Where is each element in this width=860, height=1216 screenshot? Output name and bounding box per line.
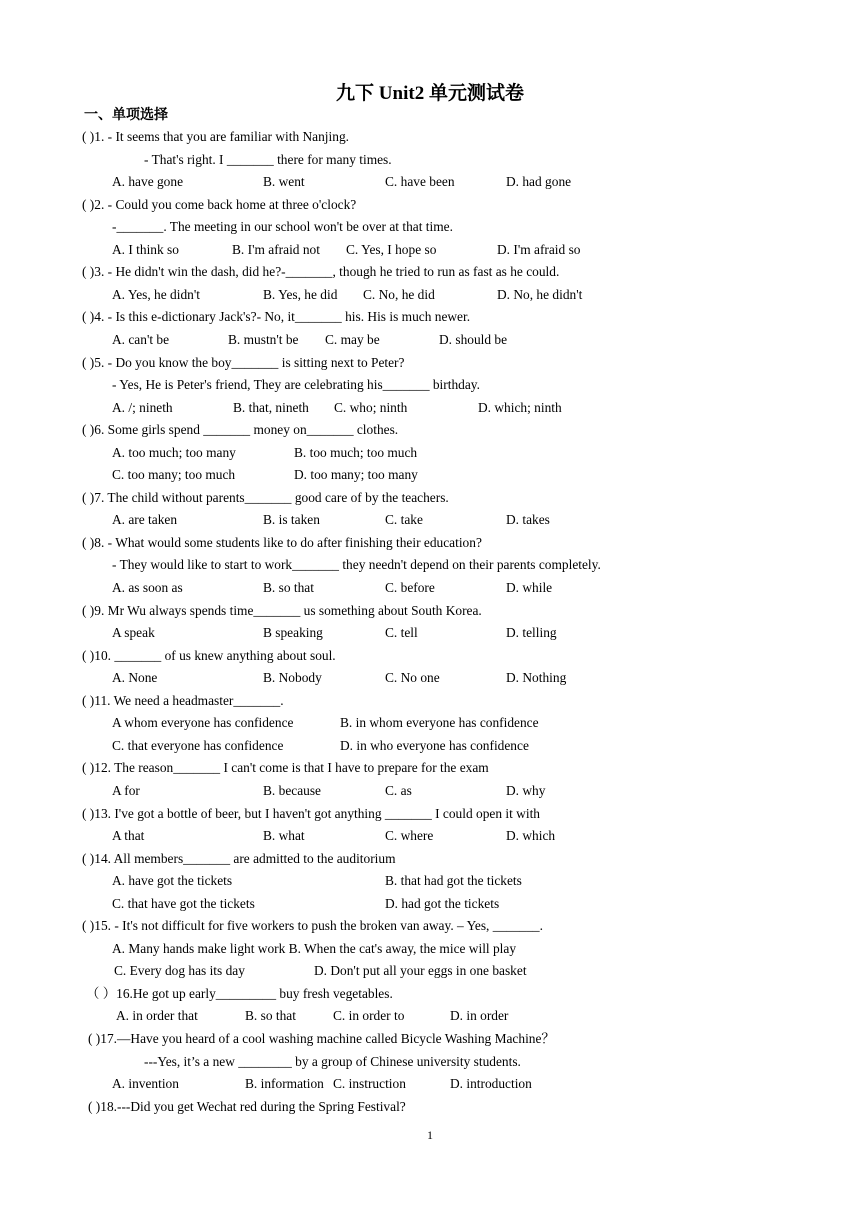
answer-option: B. so that bbox=[245, 1008, 296, 1024]
answer-option: B. in whom everyone has confidence bbox=[340, 715, 539, 731]
answer-option: C. No, he did bbox=[363, 286, 435, 302]
answer-option: C. instruction bbox=[333, 1076, 406, 1092]
answer-option: D. which; ninth bbox=[478, 399, 562, 415]
question-stem: （ ）16.He got up early_________ buy fresh vegetables. bbox=[86, 985, 393, 1001]
answer-option: C. tell bbox=[385, 625, 418, 641]
section-heading: 一、单项选择 bbox=[84, 107, 168, 123]
question-stem: ( )4. - Is this e-dictionary Jack's?- No, it_______ his. His is much newer. bbox=[82, 309, 471, 325]
answer-option: A. can't be bbox=[112, 331, 170, 347]
question-line: - They would like to start to work_______ they needn't depend on their parents completely. bbox=[112, 557, 601, 573]
answer-option: C. have been bbox=[385, 174, 455, 190]
answer-option: B. I'm afraid not bbox=[232, 241, 320, 257]
answer-option: B. information bbox=[245, 1076, 324, 1092]
question-stem: ( )1. - It seems that you are familiar with Nanjing. bbox=[82, 129, 349, 144]
answer-option: A. None bbox=[112, 670, 158, 686]
question-stem: ( )5. - Do you know the boy_______ is sitting next to Peter? bbox=[82, 354, 405, 370]
question-stem: ( )12. The reason_______ I can't come is that I have to prepare for the exam bbox=[82, 760, 489, 776]
answer-option: A. /; nineth bbox=[112, 399, 173, 415]
answer-option: D. should be bbox=[439, 331, 508, 347]
answer-option: A. have got the tickets bbox=[112, 873, 233, 889]
question-stem: ( )3. - He didn't win the dash, did he?-_______, though he tried to run as fast as he could. bbox=[82, 264, 560, 280]
answer-option: C. before bbox=[385, 580, 435, 595]
answer-option: A that bbox=[112, 828, 145, 844]
answer-option: C. Yes, I hope so bbox=[346, 241, 437, 257]
answer-option: D. while bbox=[506, 580, 553, 595]
answer-option: A speak bbox=[112, 625, 155, 641]
answer-option: D. Don't put all your eggs in one basket bbox=[314, 963, 527, 979]
answer-option: B. went bbox=[263, 174, 305, 190]
answer-option: D. why bbox=[506, 782, 546, 798]
answer-option: A whom everyone has confidence bbox=[112, 715, 294, 731]
answer-option: A. have gone bbox=[112, 174, 184, 190]
question-stem: ( )6. Some girls spend _______ money on_______ clothes. bbox=[82, 422, 399, 438]
question-stem: ( )15. - It's not difficult for five workers to push the broken van away. – Yes, _______. bbox=[82, 918, 543, 934]
answer-option: B. because bbox=[263, 782, 322, 798]
question-stem: ( )11. We need a headmaster_______. bbox=[82, 692, 284, 708]
question-stem: ( )7. The child without parents_______ good care of by the teachers. bbox=[82, 489, 449, 505]
answer-option: A. are taken bbox=[112, 512, 178, 528]
answer-option: C. as bbox=[385, 782, 412, 798]
question-line: -_______. The meeting in our school won't be over at that time. bbox=[112, 219, 453, 235]
answer-option: D. I'm afraid so bbox=[497, 241, 581, 257]
question-stem: ( )10. _______ of us knew anything about soul. bbox=[82, 647, 336, 663]
question-stem: ( )13. I've got a bottle of beer, but I haven't got anything _______ I could open it with bbox=[82, 805, 540, 821]
answer-option: A. as soon as bbox=[112, 580, 183, 595]
question-stem: ( )14. All members_______ are admitted to the auditorium bbox=[82, 850, 396, 866]
question-stem: ( )18.---Did you get Wechat red during the Spring Festival? bbox=[88, 1098, 406, 1114]
answer-option: B. is taken bbox=[263, 512, 320, 528]
answer-option: A. I think so bbox=[112, 241, 179, 257]
page-number: 1 bbox=[427, 1128, 433, 1142]
answer-option: B. Yes, he did bbox=[263, 286, 338, 302]
question-line: - Yes, He is Peter's friend, They are celebrating his_______ birthday. bbox=[112, 377, 480, 393]
answer-option: D. had gone bbox=[506, 174, 572, 190]
answer-option: B speaking bbox=[263, 625, 323, 641]
answer-option: D. telling bbox=[506, 625, 557, 641]
answer-option: A. Many hands make light work B. When the cat's away, the mice will play bbox=[112, 940, 517, 956]
question-stem: ( )2. - Could you come back home at three o'clock? bbox=[82, 196, 357, 212]
answer-option: D. Nothing bbox=[506, 670, 567, 686]
answer-option: B. too much; too much bbox=[294, 444, 418, 460]
answer-option: C. that everyone has confidence bbox=[112, 737, 284, 753]
answer-option: C. too many; too much bbox=[112, 467, 236, 483]
answer-option: D. in order bbox=[450, 1008, 509, 1024]
answer-option: D. introduction bbox=[450, 1076, 532, 1092]
answer-option: C. who; ninth bbox=[334, 399, 408, 415]
answer-option: B. mustn't be bbox=[228, 331, 299, 347]
question-stem: ( )9. Mr Wu always spends time_______ us something about South Korea. bbox=[82, 602, 482, 618]
question-line: - That's right. I _______ there for many times. bbox=[144, 151, 392, 167]
answer-option: B. that, nineth bbox=[233, 399, 309, 415]
answer-option: B. so that bbox=[263, 580, 314, 595]
answer-option: A. in order that bbox=[116, 1008, 198, 1024]
answer-option: B. that had got the tickets bbox=[385, 873, 522, 889]
answer-option: D. which bbox=[506, 828, 556, 844]
answer-option: A. too much; too many bbox=[112, 444, 236, 460]
question-stem: ( )8. - What would some students like to do after finishing their education? bbox=[82, 534, 482, 550]
answer-option: C. where bbox=[385, 828, 434, 844]
answer-option: C. Every dog has its day bbox=[114, 963, 245, 979]
answer-option: C. may be bbox=[325, 331, 380, 347]
answer-option: D. No, he didn't bbox=[497, 286, 583, 302]
question-line: ---Yes, it’s a new ________ by a group of Chinese university students. bbox=[144, 1053, 521, 1069]
answer-option: D. in who everyone has confidence bbox=[340, 737, 529, 753]
answer-option: B. Nobody bbox=[263, 670, 322, 686]
answer-option: D. had got the tickets bbox=[385, 895, 500, 911]
answer-option: A. invention bbox=[112, 1076, 179, 1092]
answer-option: C. No one bbox=[385, 670, 440, 686]
answer-option: D. takes bbox=[506, 512, 550, 528]
answer-option: B. what bbox=[263, 828, 305, 844]
page-title: 九下 Unit2 单元测试卷 bbox=[336, 83, 524, 104]
question-stem: ( )17.—Have you heard of a cool washing machine called Bicycle Washing Machine？ bbox=[88, 1031, 555, 1046]
answer-option: A for bbox=[112, 782, 140, 798]
answer-option: C. take bbox=[385, 512, 423, 528]
answer-option: C. that have got the tickets bbox=[112, 895, 255, 911]
answer-option: A. Yes, he didn't bbox=[112, 286, 200, 302]
answer-option: D. too many; too many bbox=[294, 467, 418, 483]
answer-option: C. in order to bbox=[333, 1008, 405, 1024]
